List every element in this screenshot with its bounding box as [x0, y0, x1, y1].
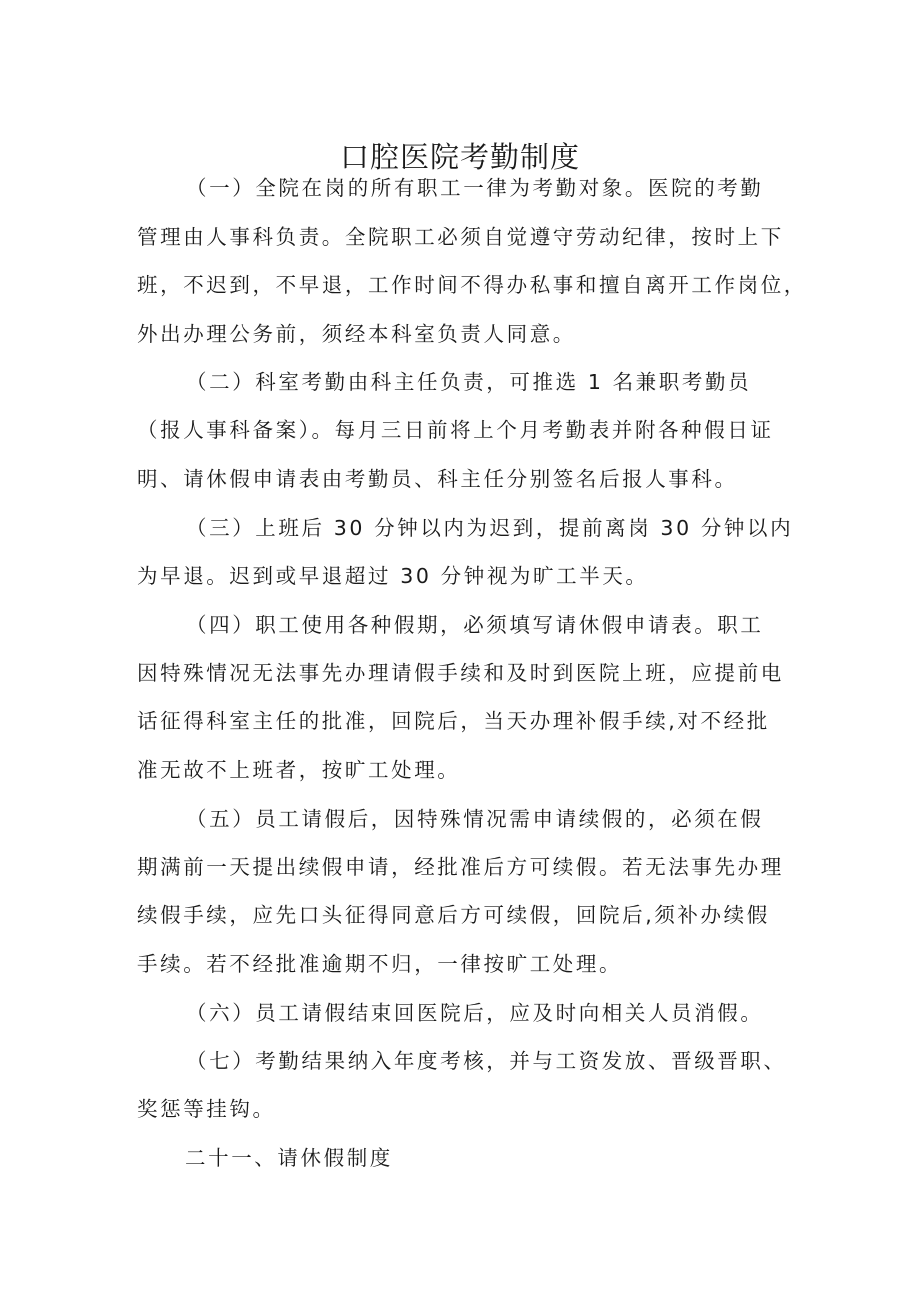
paragraph-5-line-2: 期满前一天提出续假申请，经批准后方可续假。若无法事先办理: [137, 855, 784, 879]
paragraph-4-line-2: 因特殊情况无法事先办理请假手续和及时到医院上班，应提前电: [137, 661, 784, 685]
paragraph-7-line-2: 奖惩等挂钩。: [137, 1097, 276, 1121]
paragraph-3-line-1: （三）上班后 30 分钟以内为迟到，提前离岗 30 分钟以内: [186, 516, 794, 540]
paragraph-2-line-3: 明、请休假申请表由考勤员、科主任分别签名后报人事科。: [137, 467, 738, 491]
paragraph-4-line-1: （四）职工使用各种假期，必须填写请休假申请表。职工: [186, 613, 764, 637]
paragraph-1-line-4: 外出办理公务前，须经本科室负责人同意。: [137, 322, 576, 346]
section-heading: 二十一、请休假制度: [185, 1146, 393, 1170]
paragraph-1-line-2: 管理由人事科负责。全院职工必须自觉遵守劳动纪律，按时上下: [137, 225, 784, 249]
paragraph-7-line-1: （七）考勤结果纳入年度考核，并与工资发放、晋级晋职、: [186, 1049, 787, 1073]
paragraph-5-line-3: 续假手续，应先口头征得同意后方可续假，回院后,须补办续假: [137, 903, 770, 927]
paragraph-4-line-4: 准无故不上班者，按旷工处理。: [137, 758, 461, 782]
paragraph-3-line-2: 为早退。迟到或早退超过 30 分钟视为旷工半天。: [137, 564, 649, 588]
paragraph-2-line-2: （报人事科备案）。每月三日前将上个月考勤表并附各种假日证: [137, 418, 774, 442]
paragraph-5-line-1: （五）员工请假后，因特殊情况需申请续假的，必须在假: [186, 807, 764, 831]
document-title: 口腔医院考勤制度: [339, 140, 580, 175]
paragraph-6-line-1: （六）员工请假结束回医院后，应及时向相关人员消假。: [186, 1001, 764, 1025]
paragraph-5-line-4: 手续。若不经批准逾期不归，一律按旷工处理。: [137, 952, 623, 976]
paragraph-1-line-1: （一）全院在岗的所有职工一律为考勤对象。医院的考勤: [186, 176, 764, 200]
paragraph-2-line-1: （二）科室考勤由科主任负责，可推选 1 名兼职考勤员: [186, 370, 752, 394]
paragraph-1-line-3: 班，不迟到，不早退，工作时间不得办私事和擅自离开工作岗位，: [137, 273, 807, 297]
paragraph-4-line-3: 话征得科室主任的批准，回院后，当天办理补假手续,对不经批: [137, 709, 770, 733]
